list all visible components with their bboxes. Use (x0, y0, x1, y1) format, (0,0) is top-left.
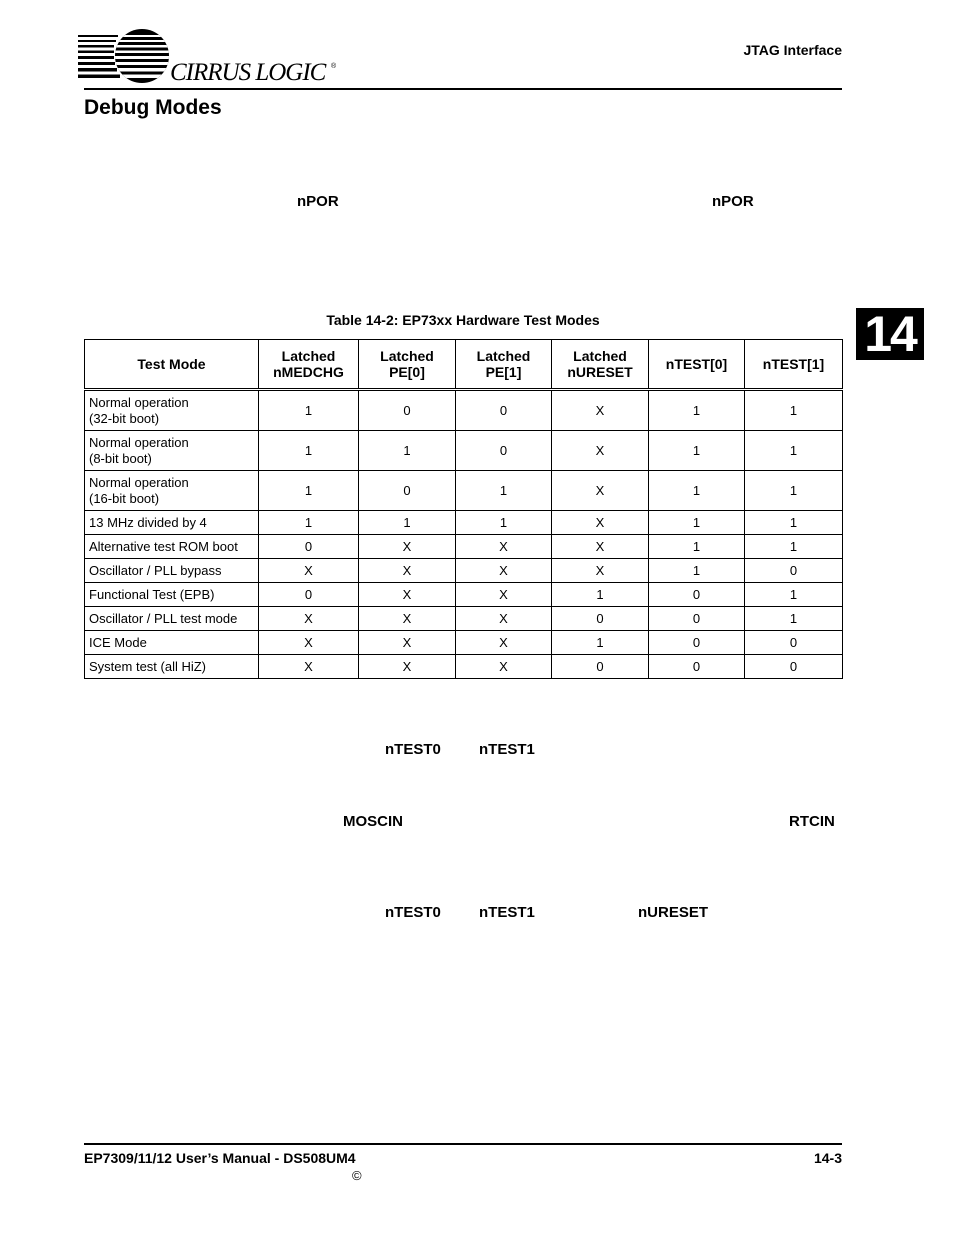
table-row (85, 559, 843, 583)
table-cell: 1 (456, 511, 552, 535)
table-cell: 1 (649, 471, 745, 511)
table-row (85, 655, 843, 679)
page-number: 14-3 (813, 1150, 842, 1166)
table-cell: X (552, 535, 649, 559)
keyword-ntest1: nTEST1 (479, 904, 535, 921)
table-cell: 1 (745, 431, 843, 471)
table-cell: 1 (259, 471, 359, 511)
table-cell: 0 (745, 631, 843, 655)
table-cell: 0 (552, 607, 649, 631)
header-rule (84, 88, 842, 90)
table-cell: 0 (745, 655, 843, 679)
table-cell: 1 (649, 511, 745, 535)
test-mode-line: Normal operation (89, 474, 189, 490)
table-cell: X (552, 559, 649, 583)
test-mode-cell (85, 390, 259, 431)
column-header-line: Latched (573, 348, 627, 364)
test-mode-cell (85, 471, 259, 511)
test-mode-line: (32-bit boot) (89, 410, 160, 426)
column-header (456, 340, 552, 390)
running-header: JTAG Interface (743, 42, 842, 58)
table-cell: 1 (745, 390, 843, 431)
keyword-moscin: MOSCIN (343, 813, 403, 830)
test-mode-line: (16-bit boot) (89, 490, 160, 506)
table-row (85, 535, 843, 559)
test-mode-cell (85, 431, 259, 471)
table-cell: 0 (552, 655, 649, 679)
page-title: Debug Modes (84, 96, 222, 119)
table-cell: 0 (359, 471, 456, 511)
table-cell: 0 (745, 559, 843, 583)
table-cell: X (456, 607, 552, 631)
test-mode-line: System test (all HiZ) (89, 658, 207, 674)
table-cell: X (552, 390, 649, 431)
table-cell: 1 (745, 583, 843, 607)
test-mode-cell (85, 631, 259, 655)
table-cell: X (552, 431, 649, 471)
test-mode-cell (85, 511, 259, 535)
table-row (85, 583, 843, 607)
column-header (259, 340, 359, 390)
table-cell: 1 (552, 583, 649, 607)
table-cell: 1 (649, 390, 745, 431)
table-header-row (85, 340, 843, 390)
table-cell: X (552, 511, 649, 535)
table-cell: 1 (649, 431, 745, 471)
column-header-line: PE[1] (485, 364, 522, 380)
table-cell: 1 (745, 511, 843, 535)
keyword-ntest1: nTEST1 (479, 741, 535, 758)
column-header (85, 340, 259, 390)
table-cell: X (259, 655, 359, 679)
column-header (359, 340, 456, 390)
table-cell: 0 (359, 390, 456, 431)
table-cell: X (456, 655, 552, 679)
test-mode-line: 13 MHz divided by 4 (89, 514, 207, 530)
test-mode-cell (85, 583, 259, 607)
table-cell: 1 (359, 511, 456, 535)
column-header-line: Latched (281, 348, 336, 364)
footer-rule (84, 1143, 842, 1145)
test-mode-line: Normal operation (89, 434, 189, 450)
test-mode-line: Oscillator / PLL test mode (89, 610, 238, 626)
table-cell: X (456, 631, 552, 655)
column-header-line: nURESET (567, 364, 633, 380)
cirrus-logic-logo (78, 28, 340, 84)
test-mode-line: ICE Mode (89, 634, 147, 650)
column-header-line: nMEDCHG (273, 364, 344, 380)
cirrus-logic-logo-mark (78, 28, 340, 84)
table-cell: X (359, 631, 456, 655)
table-cell: 0 (259, 535, 359, 559)
column-header-line: nTEST[0] (665, 356, 728, 372)
table-cell: 1 (745, 607, 843, 631)
chapter-tab: 14 (856, 308, 924, 360)
table-cell: X (359, 655, 456, 679)
table-cell: X (359, 535, 456, 559)
keyword-rtcin: RTCIN (789, 813, 835, 830)
table-cell: X (259, 631, 359, 655)
table-cell: 1 (745, 471, 843, 511)
table-cell: 1 (649, 559, 745, 583)
table-cell: 1 (456, 471, 552, 511)
footer-manual-title: EP7309/11/12 User’s Manual - DS508UM4 (84, 1150, 356, 1166)
table-row (85, 471, 843, 511)
table-cell: 1 (552, 631, 649, 655)
keyword-ntest0: nTEST0 (385, 904, 441, 921)
test-mode-line: Oscillator / PLL bypass (89, 562, 222, 578)
hardware-test-modes-table (84, 339, 843, 679)
test-mode-cell (85, 559, 259, 583)
table-cell: 1 (259, 511, 359, 535)
table-cell: X (359, 607, 456, 631)
test-mode-cell (85, 535, 259, 559)
column-header (745, 340, 843, 390)
table-caption: Table 14-2: EP73xx Hardware Test Modes (326, 312, 600, 328)
column-header-line: Test Mode (137, 356, 206, 372)
column-header-line: Latched (380, 348, 434, 364)
table-cell: 1 (649, 535, 745, 559)
column-header-line: PE[0] (389, 364, 425, 380)
table-cell: 0 (649, 583, 745, 607)
table-cell: 0 (456, 431, 552, 471)
table-cell: 0 (649, 631, 745, 655)
table-cell: X (552, 471, 649, 511)
table-cell: X (359, 583, 456, 607)
table-cell: 1 (259, 431, 359, 471)
table-cell: X (259, 559, 359, 583)
table-row (85, 511, 843, 535)
test-mode-cell (85, 655, 259, 679)
registered-mark: ® (331, 63, 337, 70)
test-mode-line: Normal operation (89, 394, 189, 410)
keyword-npor: nPOR (297, 193, 339, 210)
table-row (85, 390, 843, 431)
table-cell: 1 (359, 431, 456, 471)
logo-wordmark: CIRRUS LOGIC (170, 59, 326, 84)
table-cell: 0 (649, 607, 745, 631)
table-cell: X (359, 559, 456, 583)
keyword-nureset: nURESET (638, 904, 709, 921)
table-cell: 1 (745, 535, 843, 559)
table-cell: 1 (259, 390, 359, 431)
table-cell: 0 (259, 583, 359, 607)
test-mode-line: Functional Test (EPB) (89, 586, 215, 602)
keyword-npor: nPOR (712, 193, 754, 210)
test-mode-cell (85, 607, 259, 631)
table-cell: 0 (456, 390, 552, 431)
table-cell: 0 (649, 655, 745, 679)
column-header (552, 340, 649, 390)
table-cell: X (259, 607, 359, 631)
copyright-symbol: © (352, 1168, 362, 1183)
table-row (85, 431, 843, 471)
table-cell: X (456, 583, 552, 607)
table-row (85, 631, 843, 655)
table-cell: X (456, 559, 552, 583)
keyword-ntest0: nTEST0 (385, 741, 441, 758)
table-row (85, 607, 843, 631)
column-header-line: Latched (476, 348, 531, 364)
column-header (649, 340, 745, 390)
column-header-line: nTEST[1] (762, 356, 825, 372)
test-mode-line: (8-bit boot) (89, 450, 152, 466)
table-cell: X (456, 535, 552, 559)
test-mode-line: Alternative test ROM boot (89, 538, 238, 554)
